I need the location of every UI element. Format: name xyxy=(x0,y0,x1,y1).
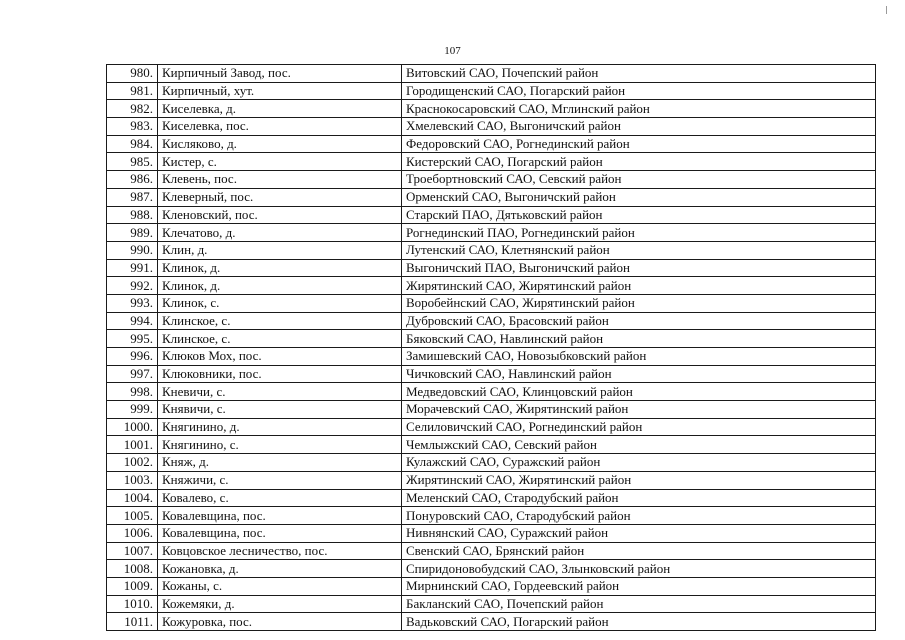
administration-cell: Лутенский САО, Клетнянский район xyxy=(402,241,876,259)
table-row xyxy=(107,241,876,259)
settlement-name-cell: Клинское, с. xyxy=(158,312,402,330)
row-number-cell: 986. xyxy=(107,171,158,189)
row-number-cell: 990. xyxy=(107,241,158,259)
administration-cell: Хмелевский САО, Выгоничский район xyxy=(402,118,876,136)
row-number-cell: 984. xyxy=(107,135,158,153)
administration-cell: Краснокосаровский САО, Мглинский район xyxy=(402,100,876,118)
administration-cell: Морачевский САО, Жирятинский район xyxy=(402,401,876,419)
scan-edge-mark xyxy=(886,6,887,14)
administration-cell: Старский ПАО, Дятьковский район xyxy=(402,206,876,224)
row-number-cell: 989. xyxy=(107,224,158,242)
settlement-name-cell: Кожуровка, пос. xyxy=(158,613,402,631)
table-row xyxy=(107,454,876,472)
settlement-name-cell: Ковалевщина, пос. xyxy=(158,507,402,525)
row-number-cell: 980. xyxy=(107,65,158,83)
row-number-cell: 993. xyxy=(107,294,158,312)
row-number-cell: 991. xyxy=(107,259,158,277)
administration-cell: Дубровский САО, Брасовский район xyxy=(402,312,876,330)
administration-cell: Чемлыжский САО, Севский район xyxy=(402,436,876,454)
settlement-name-cell: Кожановка, д. xyxy=(158,560,402,578)
administration-cell: Медведовский САО, Клинцовский район xyxy=(402,383,876,401)
administration-cell: Витовский САО, Почепский район xyxy=(402,65,876,83)
settlement-name-cell: Княж, д. xyxy=(158,454,402,472)
table-row xyxy=(107,188,876,206)
administration-cell: Кулажский САО, Суражский район xyxy=(402,454,876,472)
table-row xyxy=(107,330,876,348)
row-number-cell: 1011. xyxy=(107,613,158,631)
row-number-cell: 985. xyxy=(107,153,158,171)
administration-cell: Свенский САО, Брянский район xyxy=(402,542,876,560)
table-row xyxy=(107,401,876,419)
administration-cell: Спиридоновобудский САО, Злынковский район xyxy=(402,560,876,578)
row-number-cell: 1003. xyxy=(107,471,158,489)
settlement-name-cell: Кирпичный Завод, пос. xyxy=(158,65,402,83)
settlement-name-cell: Киселевка, пос. xyxy=(158,118,402,136)
table-row xyxy=(107,206,876,224)
settlement-name-cell: Клин, д. xyxy=(158,241,402,259)
table-row xyxy=(107,171,876,189)
row-number-cell: 1004. xyxy=(107,489,158,507)
table-row xyxy=(107,135,876,153)
administration-cell: Выгоничский ПАО, Выгоничский район xyxy=(402,259,876,277)
settlement-name-cell: Клюковники, пос. xyxy=(158,365,402,383)
administration-cell: Троебортновский САО, Севский район xyxy=(402,171,876,189)
table-row xyxy=(107,471,876,489)
administration-cell: Селиловичский САО, Рогнединский район xyxy=(402,418,876,436)
settlement-name-cell: Княгинино, д. xyxy=(158,418,402,436)
table-row xyxy=(107,259,876,277)
table-row xyxy=(107,383,876,401)
row-number-cell: 996. xyxy=(107,348,158,366)
table-row xyxy=(107,277,876,295)
administration-cell: Кистерский САО, Погарский район xyxy=(402,153,876,171)
row-number-cell: 1000. xyxy=(107,418,158,436)
table-row xyxy=(107,365,876,383)
row-number-cell: 999. xyxy=(107,401,158,419)
settlement-name-cell: Ковалевщина, пос. xyxy=(158,524,402,542)
table-row xyxy=(107,542,876,560)
table-row xyxy=(107,118,876,136)
row-number-cell: 992. xyxy=(107,277,158,295)
settlement-name-cell: Княгинино, с. xyxy=(158,436,402,454)
table-row xyxy=(107,507,876,525)
row-number-cell: 1006. xyxy=(107,524,158,542)
table-row xyxy=(107,560,876,578)
row-number-cell: 982. xyxy=(107,100,158,118)
settlement-name-cell: Клюков Мох, пос. xyxy=(158,348,402,366)
settlement-name-cell: Кленовский, пос. xyxy=(158,206,402,224)
table-row xyxy=(107,294,876,312)
settlement-name-cell: Клинское, с. xyxy=(158,330,402,348)
table-row xyxy=(107,524,876,542)
row-number-cell: 983. xyxy=(107,118,158,136)
administration-cell: Федоровский САО, Рогнединский район xyxy=(402,135,876,153)
settlement-name-cell: Клечатово, д. xyxy=(158,224,402,242)
row-number-cell: 998. xyxy=(107,383,158,401)
row-number-cell: 1009. xyxy=(107,577,158,595)
settlements-table-body xyxy=(107,65,876,631)
table-row xyxy=(107,312,876,330)
administration-cell: Воробейнский САО, Жирятинский район xyxy=(402,294,876,312)
administration-cell: Чичковский САО, Навлинский район xyxy=(402,365,876,383)
administration-cell: Замишевский САО, Новозыбковский район xyxy=(402,348,876,366)
settlement-name-cell: Кожемяки, д. xyxy=(158,595,402,613)
settlement-name-cell: Клевень, пос. xyxy=(158,171,402,189)
table-row xyxy=(107,65,876,83)
table-row xyxy=(107,418,876,436)
settlement-name-cell: Клинок, д. xyxy=(158,259,402,277)
table-row xyxy=(107,595,876,613)
administration-cell: Жирятинский САО, Жирятинский район xyxy=(402,471,876,489)
administration-cell: Понуровский САО, Стародубский район xyxy=(402,507,876,525)
row-number-cell: 997. xyxy=(107,365,158,383)
table-row xyxy=(107,100,876,118)
settlement-name-cell: Ковалево, с. xyxy=(158,489,402,507)
administration-cell: Бакланский САО, Почепский район xyxy=(402,595,876,613)
settlement-name-cell: Киселевка, д. xyxy=(158,100,402,118)
row-number-cell: 1010. xyxy=(107,595,158,613)
table-row xyxy=(107,153,876,171)
table-row xyxy=(107,348,876,366)
administration-cell: Орменский САО, Выгоничский район xyxy=(402,188,876,206)
settlement-name-cell: Кирпичный, хут. xyxy=(158,82,402,100)
table-row xyxy=(107,224,876,242)
table-row xyxy=(107,613,876,631)
settlement-name-cell: Княжичи, с. xyxy=(158,471,402,489)
table-row xyxy=(107,82,876,100)
settlement-name-cell: Клинок, д. xyxy=(158,277,402,295)
row-number-cell: 1001. xyxy=(107,436,158,454)
administration-cell: Городищенский САО, Погарский район xyxy=(402,82,876,100)
row-number-cell: 981. xyxy=(107,82,158,100)
settlement-name-cell: Кисляково, д. xyxy=(158,135,402,153)
settlement-name-cell: Кневичи, с. xyxy=(158,383,402,401)
row-number-cell: 987. xyxy=(107,188,158,206)
administration-cell: Меленский САО, Стародубский район xyxy=(402,489,876,507)
table-row xyxy=(107,489,876,507)
page-number: 107 xyxy=(444,45,461,57)
row-number-cell: 1002. xyxy=(107,454,158,472)
table-row xyxy=(107,577,876,595)
settlement-name-cell: Клинок, с. xyxy=(158,294,402,312)
settlements-table xyxy=(106,64,876,631)
table-row xyxy=(107,436,876,454)
administration-cell: Вадьковский САО, Погарский район xyxy=(402,613,876,631)
row-number-cell: 994. xyxy=(107,312,158,330)
row-number-cell: 1005. xyxy=(107,507,158,525)
settlement-name-cell: Княвичи, с. xyxy=(158,401,402,419)
settlement-name-cell: Кистер, с. xyxy=(158,153,402,171)
row-number-cell: 1008. xyxy=(107,560,158,578)
settlement-name-cell: Клеверный, пос. xyxy=(158,188,402,206)
row-number-cell: 995. xyxy=(107,330,158,348)
administration-cell: Рогнединский ПАО, Рогнединский район xyxy=(402,224,876,242)
administration-cell: Жирятинский САО, Жирятинский район xyxy=(402,277,876,295)
administration-cell: Мирнинский САО, Гордеевский район xyxy=(402,577,876,595)
row-number-cell: 1007. xyxy=(107,542,158,560)
administration-cell: Бяковский САО, Навлинский район xyxy=(402,330,876,348)
administration-cell: Нивнянский САО, Суражский район xyxy=(402,524,876,542)
row-number-cell: 988. xyxy=(107,206,158,224)
settlement-name-cell: Кожаны, с. xyxy=(158,577,402,595)
settlement-name-cell: Ковцовское лесничество, пос. xyxy=(158,542,402,560)
